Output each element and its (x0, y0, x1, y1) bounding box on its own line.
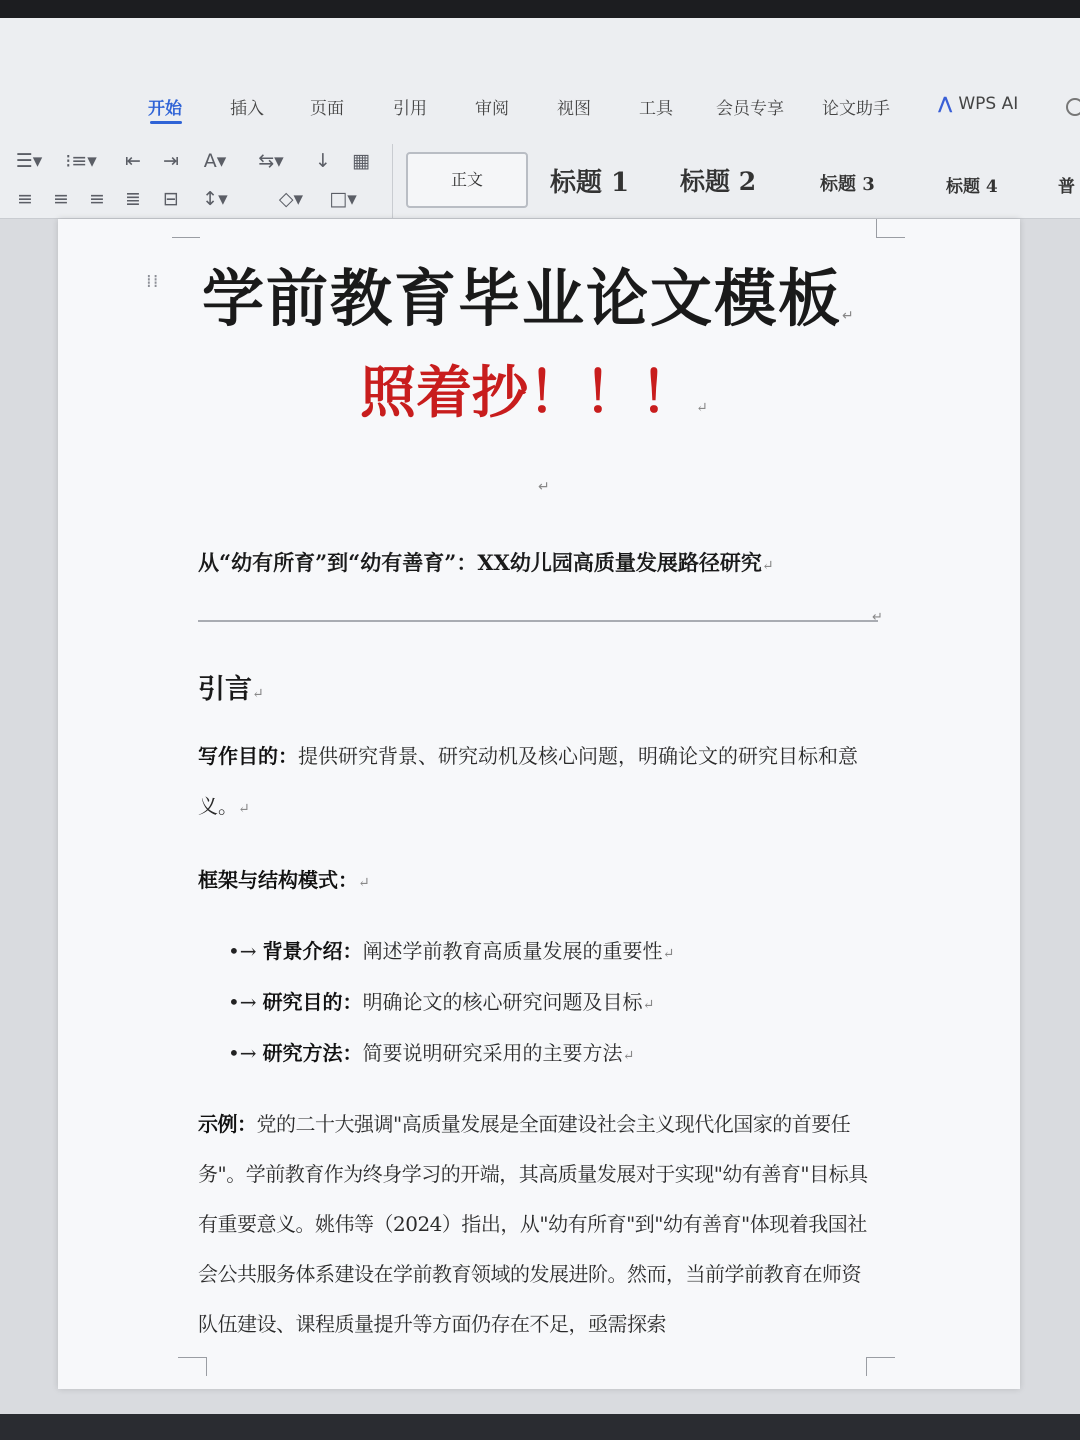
document-title: 学前教育毕业论文模板↵ (202, 262, 856, 335)
decrease-indent-icon[interactable]: ⇤ (125, 150, 141, 172)
document-canvas (0, 219, 1080, 1414)
tab-wps-ai-label: WPS AI (958, 94, 1019, 114)
border-icon[interactable]: □▾ (329, 188, 357, 210)
style-gallery (400, 144, 1080, 226)
numbered-list-icon[interactable]: ⁝≡▾ (65, 150, 97, 172)
wps-ai-icon: ⋀ (938, 94, 953, 114)
document-subtitle: 照着抄！！！↵ (360, 360, 708, 426)
example-paragraph: 示例：党的二十大强调"高质量发展是全面建设社会主义现代化国家的首要任务"。学前教育作为终身学习的开端，其高质量发展对于实现"幼有善育"目标具有重要意义。姚伟等（2024）指出，从"幼有所育"到"幼有善育"体现着我国社会公共服务体系建设在学前教育领域的发展进阶。然而，当前学前教育在师资队伍建设、课程质量提升等方面仍存在不足，亟需探索 (198, 1112, 868, 1336)
paragraph-tool-group (8, 146, 388, 226)
sort-icon[interactable]: ↓ (315, 150, 331, 172)
page-corner-mark (876, 219, 905, 238)
page-corner-mark (866, 1357, 895, 1376)
drag-handle-icon[interactable]: ⁞⁞ (146, 271, 160, 292)
search-icon[interactable] (1066, 98, 1080, 116)
align-left-icon[interactable]: ≡ (17, 188, 33, 210)
tab-references[interactable]: 引用 (393, 99, 427, 119)
screen-bezel-top (0, 0, 1080, 18)
increase-indent-icon[interactable]: ⇥ (163, 150, 179, 172)
purpose-paragraph: 写作目的：提供研究背景、研究动机及核心问题，明确论文的研究目标和意义。↵ (198, 744, 858, 818)
tab-review[interactable]: 审阅 (475, 99, 509, 119)
list-item: •→ 背景介绍：阐述学前教育高质量发展的重要性↵ (228, 939, 675, 963)
tab-tools[interactable]: 工具 (639, 99, 673, 119)
tab-view[interactable]: 视图 (557, 99, 591, 119)
bullet-list-icon[interactable]: ☰▾ (15, 150, 43, 172)
page-corner-mark (178, 1357, 207, 1376)
text-direction-icon[interactable]: A▾ (203, 150, 227, 172)
list-item: •→ 研究目的：明确论文的核心研究问题及目标↵ (228, 990, 655, 1014)
tab-page[interactable]: 页面 (310, 99, 344, 119)
paragraph-mark: ↵ (872, 610, 883, 625)
paragraph-mark: ↵ (538, 479, 550, 495)
tab-member[interactable]: 会员专享 (716, 99, 784, 119)
intro-heading: 引言↵ (198, 674, 264, 705)
document-page[interactable] (58, 219, 1020, 1389)
ribbon-toolbar (0, 18, 1080, 219)
line-spacing-icon[interactable]: ↕▾ (202, 188, 228, 210)
justify-icon[interactable]: ≣ (125, 188, 141, 210)
align-center-icon[interactable]: ≡ (53, 188, 69, 210)
distributed-icon[interactable]: ⊟ (163, 188, 179, 210)
ribbon-tab-bar (0, 80, 1080, 130)
tab-wps-ai[interactable] (938, 94, 1018, 114)
paragraph-spacing-icon[interactable]: ⇆▾ (258, 150, 284, 172)
tab-insert[interactable]: 插入 (230, 99, 264, 119)
toolbar-divider (392, 144, 393, 224)
style-heading-4[interactable]: 标题 4 (946, 177, 998, 197)
style-heading-3[interactable]: 标题 3 (820, 174, 875, 195)
horizontal-rule (198, 620, 878, 622)
paper-title: 从“幼有所育”到“幼有善育”：XX幼儿园高质量发展路径研究↵ (198, 550, 774, 575)
style-heading-1[interactable]: 标题 1 (550, 168, 630, 198)
framework-label: 框架与结构模式：↵ (198, 868, 370, 892)
style-heading-2[interactable]: 标题 2 (680, 167, 757, 196)
active-tab-indicator (150, 121, 182, 124)
table-icon[interactable]: ▦ (352, 150, 370, 172)
style-normal[interactable]: 正文 (406, 152, 528, 208)
tab-paper-assistant[interactable]: 论文助手 (822, 99, 890, 119)
tab-home[interactable]: 开始 (148, 99, 182, 119)
page-corner-mark (172, 219, 200, 238)
list-item: •→ 研究方法：简要说明研究采用的主要方法↵ (228, 1041, 635, 1065)
shading-icon[interactable]: ◇▾ (278, 188, 304, 210)
align-right-icon[interactable]: ≡ (89, 188, 105, 210)
style-more[interactable]: 普 (1058, 177, 1075, 197)
screen-bezel-bottom (0, 1414, 1080, 1440)
